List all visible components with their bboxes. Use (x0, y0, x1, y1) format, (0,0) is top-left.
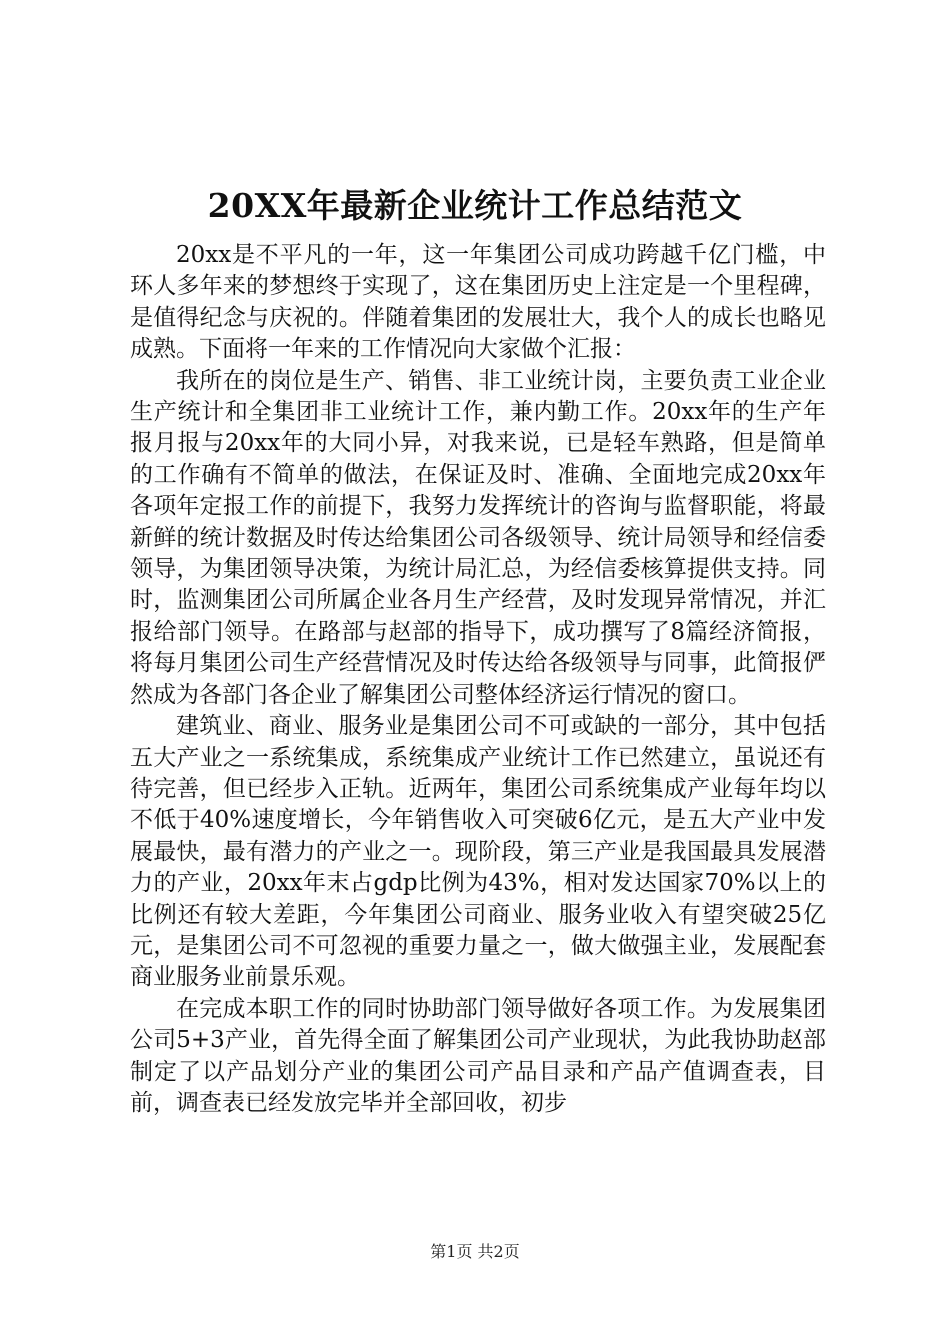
paragraph-industry-statistics: 建筑业、商业、服务业是集团公司不可或缺的一部分，其中包括五大产业之一系统集成，系统集成产业统计工作已然建立，虽说还有待完善，但已经步入正轨。近两年，集团公司系统集成产业每年均以不低于40%速度增长，今年销售收入可突破6亿元，是五大产业中发展最快，最有潜力的产业之一。现阶段，第三产业是我国最具发展潜力的产业，20xx年末占gdp比例为43%，相对发达国家70%以上的比例还有较大差距，今年集团公司商业、服务业收入有望突破25亿元，是集团公司不可忽视的重要力量之一，做大做强主业，发展配套商业服务业前景乐观。 (130, 713, 826, 991)
paragraph-assist-leadership: 在完成本职工作的同时协助部门领导做好各项工作。为发展集团公司5+3产业，首先得全面了解集团公司产业现状，为此我协助赵部制定了以产品划分产业的集团公司产品目录和产品产值调查表，目前，调查表已经发放完毕并全部回收，初步 (130, 995, 826, 1116)
page-number-footer: 第1页 共2页 (430, 1242, 520, 1261)
document-title: 20XX年最新企业统计工作总结范文 (207, 186, 743, 225)
paragraph-intro: 20xx是不平凡的一年，这一年集团公司成功跨越千亿门槛，中环人多年来的梦想终于实现了，这在集团历史上注定是一个里程碑，是值得纪念与庆祝的。伴随着集团的发展壮大，我个人的成长也略见成熟。下面将一年来的工作情况向大家做个汇报： (130, 242, 826, 363)
document-body (130, 240, 826, 1119)
paragraph-position-duties: 我所在的岗位是生产、销售、非工业统计岗，主要负责工业企业生产统计和全集团非工业统计工作，兼内勤工作。20xx年的生产年报月报与20xx年的大同小异，对我来说，已是轻车熟路，但是简单的工作确有不简单的做法，在保证及时、准确、全面地完成20xx年各项年定报工作的前提下，我努力发挥统计的咨询与监督职能，将最新鲜的统计数据及时传达给集团公司各级领导、统计局领导和经信委领导，为集团领导决策，为统计局汇总，为经信委核算提供支持。同时，监测集团公司所属企业各月生产经营，及时发现异常情况，并汇报给部门领导。在路部与赵部的指导下，成功撰写了8篇经济简报，将每月集团公司生产经营情况及时传达给各级领导与同事，此简报俨然成为各部门各企业了解集团公司整体经济运行情况的窗口。 (130, 367, 826, 708)
